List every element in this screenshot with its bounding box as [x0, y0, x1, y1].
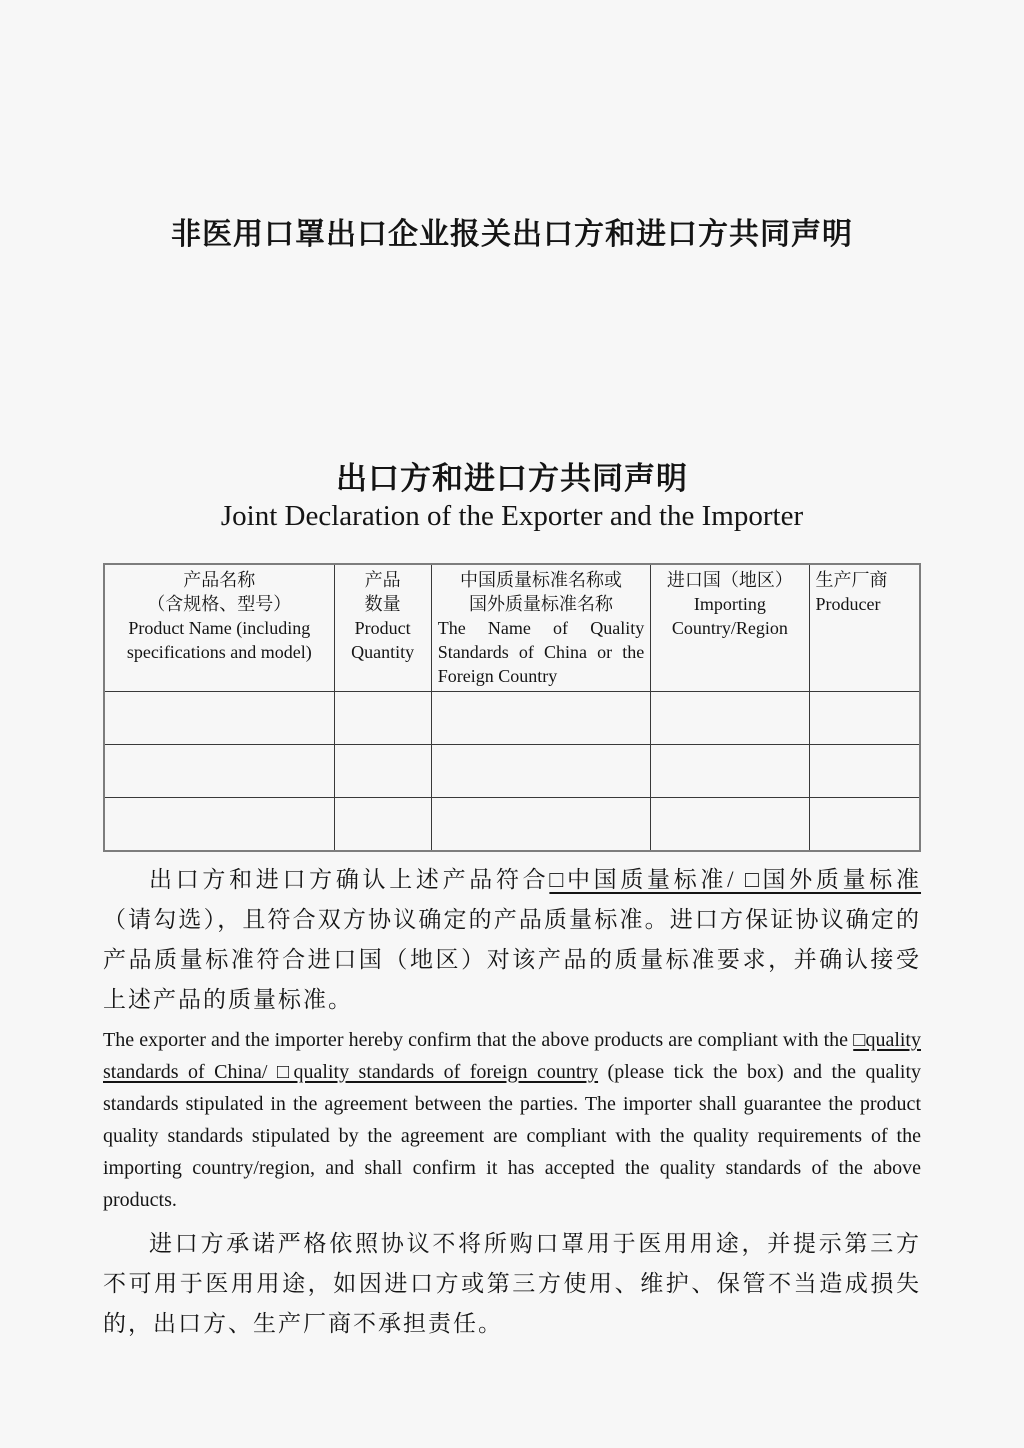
table-cell-empty — [104, 745, 334, 798]
header-importing-en: Importing Country/Region — [671, 594, 788, 638]
header-cell-product-name — [104, 564, 334, 692]
document-title: 非医用口罩出口企业报关出口方和进口方共同声明 — [171, 218, 853, 251]
para1-zh-post: （请勾选），且符合双方协议确定的产品质量标准。进口方保证协议确定的产品质量标准符合进口国（地区）对该产品的质量标准要求，并确认接受上述产品的质量标准。 — [103, 906, 921, 1012]
header-cell-importing-country — [651, 564, 809, 692]
header-importing-zh: 进口国（地区） — [666, 570, 793, 590]
table-cell-empty — [334, 798, 431, 851]
table-cell-empty — [651, 745, 809, 798]
para1-zh-pre: 出口方和进口方确认上述产品符合 — [149, 866, 550, 892]
table-cell-empty — [651, 798, 809, 851]
table-row — [104, 798, 920, 851]
header-quantity-zh-line1: 产品 — [364, 570, 401, 590]
declaration-title-en: Joint Declaration of the Exporter and the Importer — [220, 500, 804, 532]
para1-en-tick-options-underlined: □quality standards of China/ □quality standards of foreign country — [103, 1028, 921, 1083]
paragraph-quality-confirmation-en — [103, 1024, 921, 1216]
table-cell-empty — [104, 692, 334, 745]
table-cell-empty — [651, 692, 809, 745]
header-product-name-zh-line1: 产品名称 — [183, 570, 256, 590]
table-row — [104, 745, 920, 798]
header-product-name-zh-line2: （含规格、型号） — [147, 594, 292, 614]
table-cell-empty — [809, 798, 920, 851]
paragraph-quality-confirmation-zh — [103, 860, 921, 1020]
declaration-title-zh: 出口方和进口方共同声明 — [336, 461, 688, 496]
header-cell-quality-standards — [431, 564, 651, 692]
products-table — [103, 563, 921, 852]
paragraph-importer-commitment-zh: 进口方承诺严格依照协议不将所购口罩用于医用用途，并提示第三方不可用于医用用途，如因进口方或第三方使用、维护、保管不当造成损失的，出口方、生产厂商不承担责任。 — [103, 1230, 921, 1336]
para1-en-post: (please tick the box) and the quality standards stipulated in the agreement between the parties. The importer shall guarantee the product quality standards stipulated by the agreement are compliant with the quality requirements of the importing country/region, and shall confirm it has accepted the quality standards of the above products. — [103, 1060, 922, 1211]
header-standards-zh-line1: 中国质量标准名称或 — [459, 570, 622, 590]
para1-en-pre: The exporter and the importer hereby confirm that the above products are compliant with the — [103, 1028, 854, 1051]
para1-zh-tick-options-underlined: □中国质量标准/ □国外质量标准 — [549, 866, 922, 892]
header-cell-product-quantity — [334, 564, 431, 692]
declaration-heading-block — [103, 460, 921, 535]
header-quantity-zh-line2: 数量 — [364, 594, 401, 614]
header-cell-producer — [809, 564, 920, 692]
table-cell-empty — [809, 745, 920, 798]
table-cell-empty — [431, 798, 651, 851]
table-cell-empty — [809, 692, 920, 745]
table-header-row — [104, 564, 920, 692]
header-standards-en: The Name of Quality Standards of China or the Foreign Country — [437, 618, 645, 686]
table-cell-empty — [334, 745, 431, 798]
table-cell-empty — [334, 692, 431, 745]
header-producer-en: Producer — [815, 594, 881, 614]
header-quantity-en: Product Quantity — [351, 618, 415, 662]
table-cell-empty — [431, 745, 651, 798]
header-product-name-en: Product Name (including specifications and model) — [126, 618, 312, 662]
table-cell-empty — [431, 692, 651, 745]
table-row — [104, 692, 920, 745]
table-cell-empty — [104, 798, 334, 851]
header-standards-zh-line2: 国外质量标准名称 — [468, 594, 613, 614]
header-producer-zh: 生产厂商 — [815, 570, 888, 590]
